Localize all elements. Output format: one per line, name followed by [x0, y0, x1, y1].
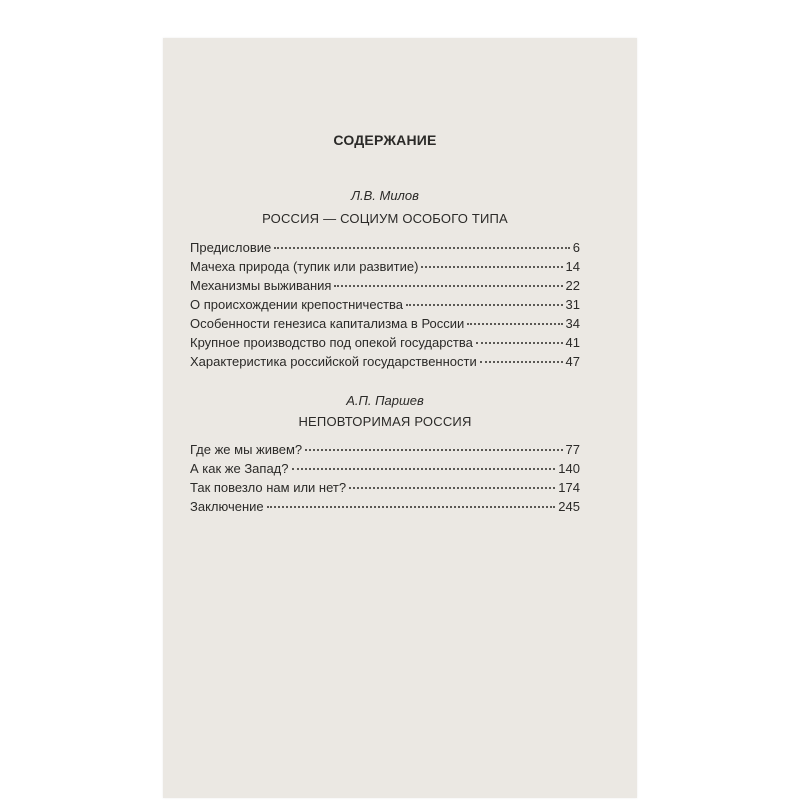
- toc-entry-title: Характеристика российской государственности: [190, 354, 477, 369]
- dot-leader: [476, 342, 563, 344]
- part-title: НЕПОВТОРИМАЯ РОССИЯ: [298, 414, 472, 429]
- toc-entry-page: 22: [565, 278, 580, 293]
- toc-entry-page: 14: [565, 259, 580, 274]
- toc-entry[interactable]: [190, 480, 580, 495]
- dot-leader: [267, 506, 556, 508]
- dot-leader: [334, 285, 562, 287]
- dot-leader: [349, 487, 555, 489]
- toc-entry-title: Особенности генезиса капитализма в России: [190, 316, 465, 331]
- toc-entry-title: О происхождении крепостничества: [190, 297, 404, 312]
- toc-entry-page: 77: [565, 442, 580, 457]
- toc-entry[interactable]: [190, 259, 580, 274]
- toc-entry-title: Предисловие: [190, 240, 272, 255]
- dot-leader: [480, 361, 563, 363]
- toc-entry[interactable]: [190, 354, 580, 369]
- toc-entry-page: 47: [565, 354, 580, 369]
- toc-entry-page: 6: [572, 240, 580, 255]
- part-title: РОССИЯ — СОЦИУМ ОСОБОГО ТИПА: [262, 211, 508, 226]
- part-author: А.П. Паршев: [346, 393, 424, 408]
- toc-entry-title: А как же Запад?: [190, 461, 289, 476]
- dot-leader: [292, 468, 556, 470]
- toc-entry[interactable]: [190, 461, 580, 476]
- dot-leader: [274, 247, 570, 249]
- part-author: Л.В. Милов: [351, 188, 419, 203]
- dot-leader: [421, 266, 562, 268]
- toc-entry-title: Механизмы выживания: [190, 278, 332, 293]
- toc-entry-title: Мачеха природа (тупик или развитие): [190, 259, 419, 274]
- toc-entry[interactable]: [190, 335, 580, 350]
- toc-entry-title: Где же мы живем?: [190, 442, 303, 457]
- toc-entry[interactable]: [190, 240, 580, 255]
- toc-entry-page: 245: [558, 499, 580, 514]
- toc-entry-title: Заключение: [190, 499, 264, 514]
- toc-entry-title: Крупное производство под опекой государства: [190, 335, 473, 350]
- toc-entry-page: 174: [558, 480, 580, 495]
- dot-leader: [406, 304, 563, 306]
- toc-entry-page: 41: [565, 335, 580, 350]
- toc-entry-page: 34: [565, 316, 580, 331]
- dot-leader: [305, 449, 562, 451]
- toc-entry[interactable]: [190, 297, 580, 312]
- toc-entry[interactable]: [190, 278, 580, 293]
- toc-entry-title: Так повезло нам или нет?: [190, 480, 347, 495]
- toc-entry[interactable]: [190, 316, 580, 331]
- toc-entry-page: 140: [558, 461, 580, 476]
- toc-entry-page: 31: [565, 297, 580, 312]
- toc-entry[interactable]: [190, 442, 580, 457]
- toc-entry[interactable]: [190, 499, 580, 514]
- page-title: СОДЕРЖАНИЕ: [333, 132, 437, 148]
- dot-leader: [467, 323, 562, 325]
